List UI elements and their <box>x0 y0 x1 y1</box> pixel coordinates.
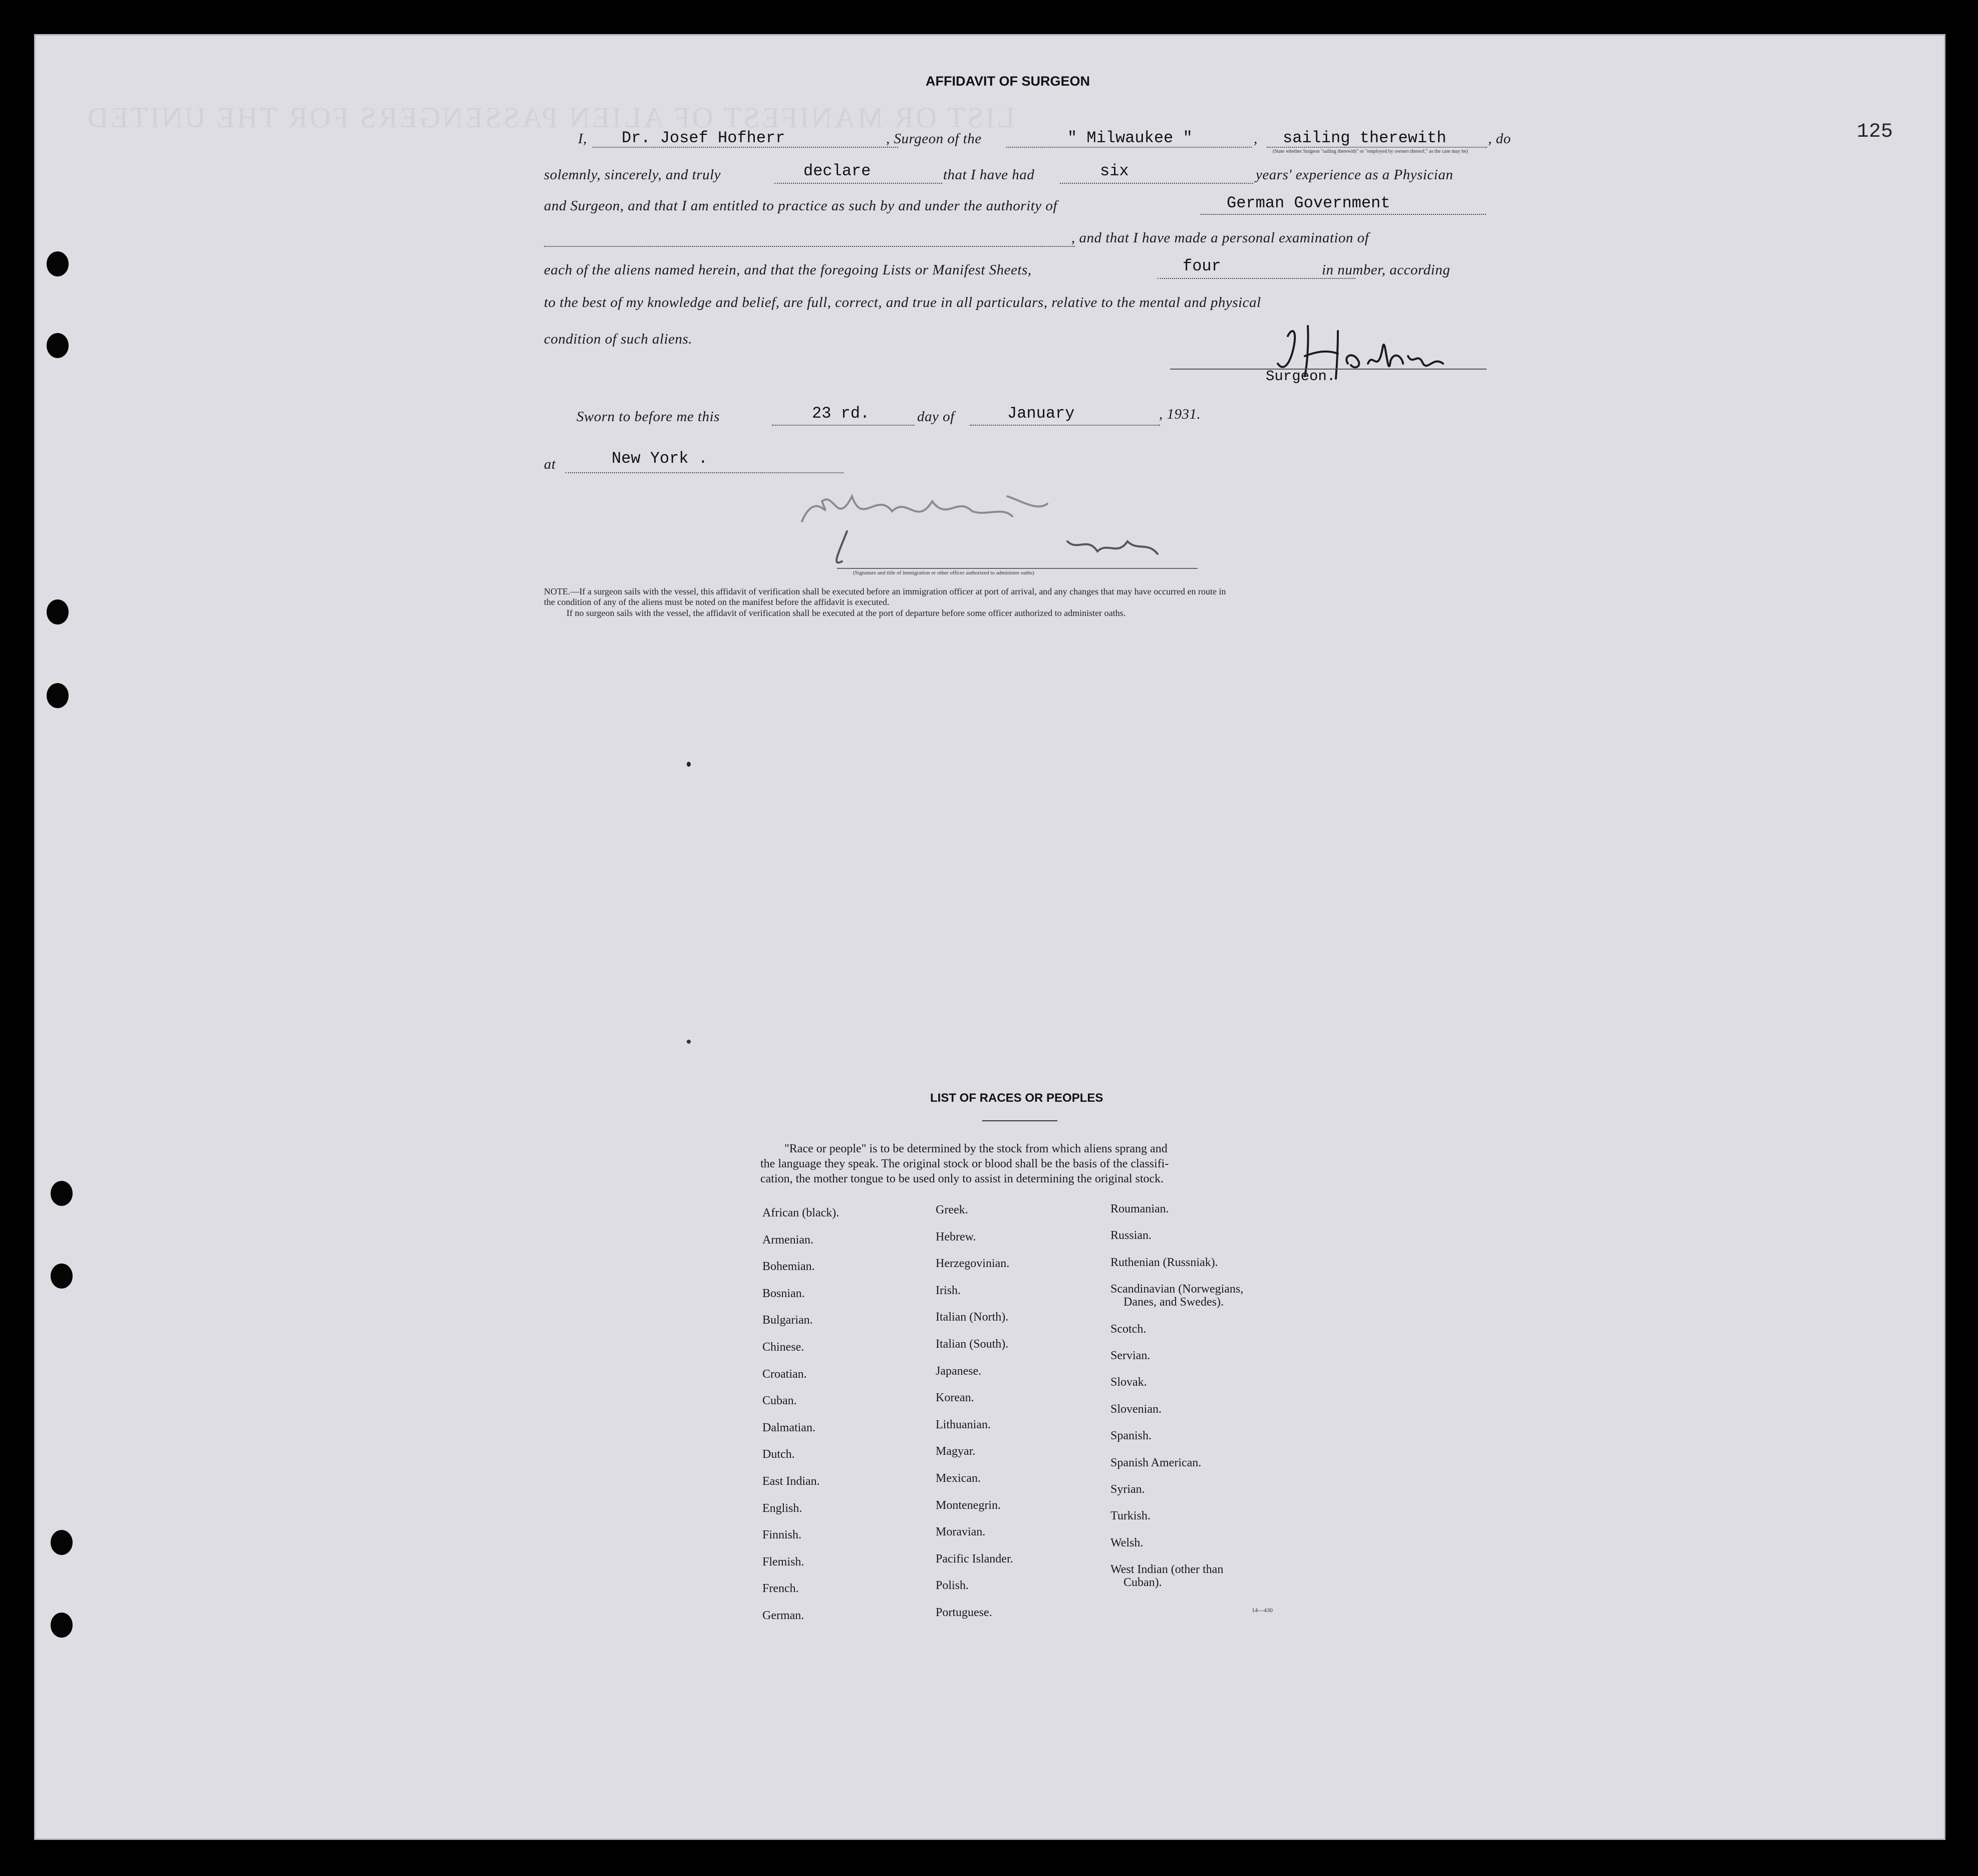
binder-hole <box>51 1181 73 1206</box>
race-entry: Portuguese. <box>936 1606 992 1619</box>
speck <box>687 762 691 767</box>
race-entry: West Indian (other than <box>1110 1563 1224 1577</box>
race-entry: Dalmatian. <box>762 1421 815 1434</box>
text-have-had: that I have had <box>943 167 1035 183</box>
binder-hole <box>51 1530 73 1555</box>
sworn-month-value: January <box>1007 404 1075 423</box>
race-entry: Welsh. <box>1110 1536 1144 1549</box>
text-personal-exam: , and that I have made a personal examination of <box>1071 230 1369 246</box>
declare-value: declare <box>803 162 871 180</box>
text-best-knowledge: to the best of my knowledge and belief, are full, correct, and true in all particulars, relative to the mental and physical <box>544 294 1261 310</box>
race-entry: Moravian. <box>936 1525 986 1539</box>
race-entry: Korean. <box>936 1391 974 1405</box>
race-entry: Bulgarian. <box>762 1314 813 1327</box>
race-entry: Scandinavian (Norwegians, <box>1110 1283 1244 1296</box>
text-and-surgeon: and Surgeon, and that I am entitled to practice as such by and under the authority of <box>544 198 1057 214</box>
years-line <box>1060 183 1253 184</box>
officer-signature-line <box>837 568 1198 569</box>
race-entry: Syrian. <box>1110 1483 1145 1496</box>
race-entry: German. <box>762 1609 804 1622</box>
text-at: at <box>544 456 556 472</box>
sheets-value: four <box>1183 257 1221 275</box>
text-condition: condition of such aliens. <box>544 331 693 347</box>
text-each-aliens: each of the aliens named herein, and that the foregoing Lists or Manifest Sheets, <box>544 262 1032 278</box>
binder-hole <box>47 333 69 358</box>
race-entry: Magyar. <box>936 1445 976 1458</box>
race-entry: Turkish. <box>1110 1509 1151 1523</box>
race-entry: Russian. <box>1110 1229 1152 1242</box>
race-entry: East Indian. <box>762 1475 820 1488</box>
status-note: (State whether Surgeon "sailing therewith" or "employed by owners thereof," as the case may be) <box>1273 149 1468 154</box>
text-do: , do <box>1488 131 1511 147</box>
text-i: I, <box>578 131 587 147</box>
race-entry: Polish. <box>936 1579 969 1593</box>
race-entry: Hebrew. <box>936 1230 976 1243</box>
race-entry: Spanish. <box>1110 1429 1152 1443</box>
authority-continuation-line <box>544 246 1075 247</box>
race-entry: Slovak. <box>1110 1376 1147 1389</box>
race-entry: Danes, and Swedes). <box>1123 1296 1224 1309</box>
race-entry: Greek. <box>936 1203 968 1216</box>
race-entry: Ruthenian (Russniak). <box>1110 1256 1218 1269</box>
race-entry: Italian (South). <box>936 1338 1009 1351</box>
text-surgeon-of: , Surgeon of the <box>886 131 982 147</box>
signature-caption: Surgeon. <box>1266 368 1336 385</box>
race-entry: Finnish. <box>762 1528 802 1542</box>
race-entry: Bohemian. <box>762 1260 815 1274</box>
race-entry: Irish. <box>936 1284 961 1297</box>
race-entry: Scotch. <box>1110 1322 1147 1336</box>
race-entry: Japanese. <box>936 1364 982 1378</box>
races-intro-1: "Race or people" is to be determined by the stock from which aliens sprang and <box>784 1142 1168 1155</box>
races-title: LIST OF RACES OR PEOPLES <box>930 1091 1103 1105</box>
race-entry: Pacific Islander. <box>936 1552 1013 1566</box>
races-intro-3: cation, the mother tongue to be used only to assist in determining the original stock. <box>760 1172 1164 1185</box>
race-entry: Herzegovinian. <box>936 1257 1010 1271</box>
text-year: , 1931. <box>1159 406 1201 422</box>
race-entry: English. <box>762 1501 802 1515</box>
document-page <box>34 34 1945 1840</box>
race-entry: Armenian. <box>762 1233 813 1246</box>
officer-signature <box>787 466 1238 571</box>
race-entry: Cuban). <box>1123 1576 1162 1590</box>
form-number: 14—430 <box>1252 1607 1273 1614</box>
binder-hole <box>47 599 69 624</box>
speck <box>687 1040 691 1044</box>
race-entry: Dutch. <box>762 1448 795 1461</box>
race-entry: Italian (North). <box>936 1311 1009 1324</box>
race-entry: Chinese. <box>762 1341 804 1354</box>
note-line-2: the condition of any of the aliens must be noted on the manifest before the affidavit is executed. <box>544 597 890 607</box>
affidavit-title: AFFIDAVIT OF SURGEON <box>926 74 1090 89</box>
race-entry: Cuban. <box>762 1394 797 1408</box>
text-sworn: Sworn to before me this <box>577 409 720 425</box>
note-line-3: If no surgeon sails with the vessel, the affidavit of verification shall be executed at the port of departure before some officer authorized to administer oaths. <box>567 608 1126 618</box>
declare-line <box>774 183 942 184</box>
binder-hole <box>51 1613 73 1638</box>
races-intro-2: the language they speak. The original stock or blood shall be the basis of the classifi- <box>760 1157 1169 1170</box>
race-entry: Montenegrin. <box>936 1498 1001 1512</box>
binder-hole <box>47 251 69 276</box>
bleed-through-heading: LIST OR MANIFEST OF ALIEN PASSENGERS FOR THE UNITED <box>86 101 1015 134</box>
text-in-number: in number, according <box>1322 262 1451 278</box>
binder-hole <box>51 1264 73 1289</box>
sworn-day-line <box>772 425 915 426</box>
authority-line <box>1201 214 1486 215</box>
sworn-day-value: 23 rd. <box>812 404 870 423</box>
text-day-of: day of <box>917 409 955 425</box>
race-entry: Lithuanian. <box>936 1418 991 1431</box>
binder-hole <box>47 683 69 708</box>
race-entry: Flemish. <box>762 1555 804 1569</box>
years-value: six <box>1100 162 1129 180</box>
race-entry: Bosnian. <box>762 1287 805 1300</box>
text-comma: , <box>1254 131 1258 147</box>
text-years-exp: years' experience as a Physician <box>1256 167 1454 183</box>
note-line-1: NOTE.—If a surgeon sails with the vessel, this affidavit of verification shall be executed before an immigration officer at port of arrival, and any changes that may have occurred en route in <box>544 586 1226 596</box>
sworn-month-line <box>970 425 1160 426</box>
race-entry: Slovenian. <box>1110 1402 1162 1416</box>
races-title-rule <box>982 1120 1057 1121</box>
text-solemnly: solemnly, sincerely, and truly <box>544 167 721 183</box>
race-entry: Roumanian. <box>1110 1202 1169 1215</box>
authority-value: German Government <box>1227 194 1390 212</box>
surgeon-name-value: Dr. Josef Hofherr <box>622 129 785 147</box>
sworn-place-value: New York . <box>612 449 708 468</box>
status-value: sailing therewith <box>1283 129 1447 147</box>
race-entry: French. <box>762 1582 799 1596</box>
race-entry: African (black). <box>762 1206 839 1219</box>
officer-caption: (Signature and title of immigration or other officer authorized to administer oaths) <box>853 570 1034 576</box>
race-entry: Spanish American. <box>1110 1456 1202 1469</box>
race-entry: Croatian. <box>762 1367 807 1381</box>
race-entry: Mexican. <box>936 1472 981 1485</box>
race-entry: Servian. <box>1110 1349 1151 1362</box>
vessel-value: " Milwaukee " <box>1067 129 1193 147</box>
page-number: 125 <box>1857 121 1893 143</box>
